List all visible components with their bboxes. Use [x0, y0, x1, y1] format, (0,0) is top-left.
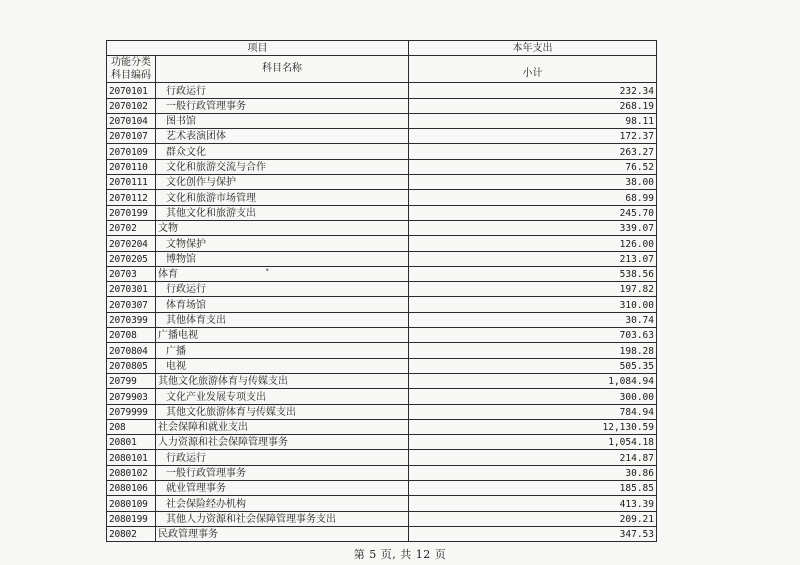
- subtotal-amount: 172.37: [409, 129, 657, 144]
- table-row: [107, 450, 657, 465]
- subject-code: 2070301: [107, 282, 156, 297]
- subject-name: 行政运行: [156, 282, 409, 297]
- code-header: [107, 56, 156, 83]
- subject-code: 2070111: [107, 175, 156, 190]
- subject-name: 就业管理事务: [156, 481, 409, 496]
- table-row: [107, 159, 657, 174]
- table-row: [107, 129, 657, 144]
- subject-name: 社会保障和就业支出: [156, 419, 409, 434]
- subject-name: 文化产业发展专项支出: [156, 389, 409, 404]
- subject-code: 2070805: [107, 358, 156, 373]
- subject-name: 其他人力资源和社会保障管理事务支出: [156, 511, 409, 526]
- subtotal-amount: 413.39: [409, 496, 657, 511]
- subject-code: 2070107: [107, 129, 156, 144]
- subject-code: 2070102: [107, 98, 156, 113]
- table-row: [107, 343, 657, 358]
- subtotal-amount: 310.00: [409, 297, 657, 312]
- project-header: 项目: [107, 41, 409, 56]
- subject-code: 20702: [107, 220, 156, 235]
- table-row: [107, 389, 657, 404]
- subtotal-amount: 214.87: [409, 450, 657, 465]
- subject-code: 20801: [107, 435, 156, 450]
- subject-name: 其他文化旅游体育与传媒支出: [156, 373, 409, 388]
- subject-name: 广播电视: [156, 328, 409, 343]
- subtotal-amount: 213.07: [409, 251, 657, 266]
- header-row-1: [107, 41, 657, 56]
- table-row: [107, 220, 657, 235]
- subject-name: 文化创作与保护: [156, 175, 409, 190]
- subject-code: 2070109: [107, 144, 156, 159]
- table-row: [107, 83, 657, 98]
- subject-code: 20703: [107, 266, 156, 281]
- subtotal-amount: 232.34: [409, 83, 657, 98]
- subject-code: 2080199: [107, 511, 156, 526]
- subtotal-amount: 197.82: [409, 282, 657, 297]
- subject-name: 社会保险经办机构: [156, 496, 409, 511]
- subtotal-amount: 76.52: [409, 159, 657, 174]
- table-row: [107, 419, 657, 434]
- subject-code: 2070399: [107, 312, 156, 327]
- subtotal-amount: 68.99: [409, 190, 657, 205]
- subtotal-amount: 126.00: [409, 236, 657, 251]
- subject-name: 文化和旅游交流与合作: [156, 159, 409, 174]
- subject-code: 2080101: [107, 450, 156, 465]
- table-row: [107, 404, 657, 419]
- table-row: [107, 496, 657, 511]
- table-row: [107, 481, 657, 496]
- subject-code: 20802: [107, 526, 156, 541]
- subject-code: 2079999: [107, 404, 156, 419]
- table-row: [107, 465, 657, 480]
- subtotal-amount: 1,084.94: [409, 373, 657, 388]
- subject-code: 2080109: [107, 496, 156, 511]
- table-row: [107, 328, 657, 343]
- subject-name: 电视: [156, 358, 409, 373]
- table-row: [107, 373, 657, 388]
- subject-code: 208: [107, 419, 156, 434]
- subject-name: 体育场馆: [156, 297, 409, 312]
- subject-name: 其他体育支出: [156, 312, 409, 327]
- subject-code: 2070307: [107, 297, 156, 312]
- subject-name: 其他文化和旅游支出: [156, 205, 409, 220]
- subtotal-amount: 185.85: [409, 481, 657, 496]
- subject-name: 文物: [156, 220, 409, 235]
- subject-name: 其他文化旅游体育与传媒支出: [156, 404, 409, 419]
- table-row: [107, 266, 657, 281]
- subtotal-amount: 245.70: [409, 205, 657, 220]
- subtotal-amount: 784.94: [409, 404, 657, 419]
- subtotal-amount: 198.28: [409, 343, 657, 358]
- subtotal-amount: 538.56: [409, 266, 657, 281]
- subject-code: 2070101: [107, 83, 156, 98]
- code-header-line-1: 功能分类: [111, 57, 151, 69]
- subject-code: 2070199: [107, 205, 156, 220]
- subject-code: 2070112: [107, 190, 156, 205]
- subtotal-amount: 263.27: [409, 144, 657, 159]
- subtotal-amount: 505.35: [409, 358, 657, 373]
- subject-code: 2070104: [107, 113, 156, 128]
- table-row: [107, 282, 657, 297]
- subtotal-header: 小计: [409, 56, 657, 83]
- subject-code: 20799: [107, 373, 156, 388]
- table-row: [107, 190, 657, 205]
- subject-name: 艺术表演团体: [156, 129, 409, 144]
- subject-name: 行政运行: [156, 450, 409, 465]
- subject-name: 民政管理事务: [156, 526, 409, 541]
- expenditure-table: [106, 40, 657, 542]
- subject-name: 博物馆: [156, 251, 409, 266]
- subtotal-amount: 209.21: [409, 511, 657, 526]
- subtotal-amount: 300.00: [409, 389, 657, 404]
- code-header-line-2: 科目编码: [111, 70, 151, 82]
- subject-code: 20708: [107, 328, 156, 343]
- expense-header: 本年支出: [409, 41, 657, 56]
- table-row: [107, 113, 657, 128]
- subject-name: 文化和旅游市场管理: [156, 190, 409, 205]
- page-number: 第 5 页, 共 12 页: [353, 548, 447, 561]
- table-row: [107, 205, 657, 220]
- subtotal-amount: 38.00: [409, 175, 657, 190]
- subject-code: 2079903: [107, 389, 156, 404]
- subject-code: 2070804: [107, 343, 156, 358]
- subject-code: 2070110: [107, 159, 156, 174]
- subject-code: 2080106: [107, 481, 156, 496]
- subtotal-amount: 703.63: [409, 328, 657, 343]
- subtotal-amount: 268.19: [409, 98, 657, 113]
- subject-name: 人力资源和社会保障管理事务: [156, 435, 409, 450]
- subtotal-amount: 1,054.18: [409, 435, 657, 450]
- subtotal-amount: 12,130.59: [409, 419, 657, 434]
- subject-code: 2080102: [107, 465, 156, 480]
- table-row: [107, 511, 657, 526]
- table-row: [107, 144, 657, 159]
- subject-code: 2070204: [107, 236, 156, 251]
- subject-name: 广播: [156, 343, 409, 358]
- subtotal-amount: 30.86: [409, 465, 657, 480]
- subject-name: 图书馆: [156, 113, 409, 128]
- table-row: [107, 98, 657, 113]
- subtotal-amount: 30.74: [409, 312, 657, 327]
- table-row: [107, 175, 657, 190]
- table-row: [107, 297, 657, 312]
- subject-name: 群众文化: [156, 144, 409, 159]
- table-row: [107, 251, 657, 266]
- subject-name: 一般行政管理事务: [156, 465, 409, 480]
- table-row: [107, 236, 657, 251]
- table-row: [107, 526, 657, 541]
- subtotal-amount: 347.53: [409, 526, 657, 541]
- subject-name: 体育: [156, 266, 409, 281]
- subject-code: 2070205: [107, 251, 156, 266]
- subject-name: 文物保护: [156, 236, 409, 251]
- subtotal-amount: 98.11: [409, 113, 657, 128]
- subject-name: 行政运行: [156, 83, 409, 98]
- scan-speck: •: [265, 266, 270, 275]
- table-row: [107, 312, 657, 327]
- subtotal-amount: 339.07: [409, 220, 657, 235]
- header-row-2: [107, 56, 657, 83]
- table-row: [107, 435, 657, 450]
- table-row: [107, 358, 657, 373]
- subject-name: 一般行政管理事务: [156, 98, 409, 113]
- name-header: 科目名称: [156, 56, 409, 83]
